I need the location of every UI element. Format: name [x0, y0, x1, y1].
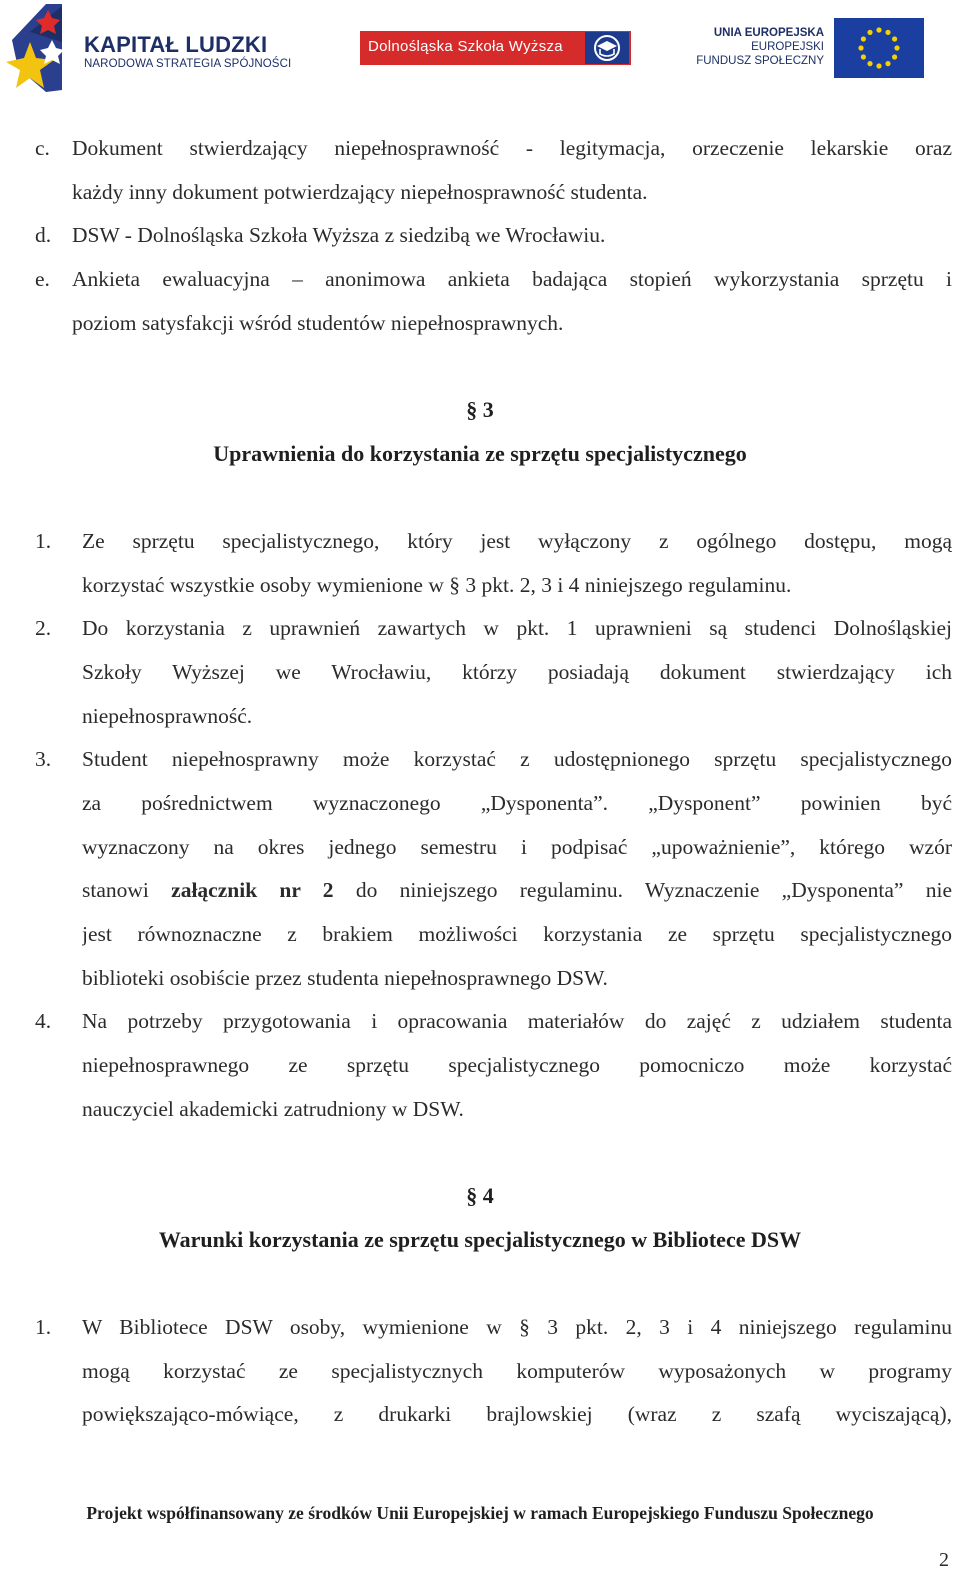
dsw-emblem-icon [585, 32, 629, 64]
text-segment: do niniejszego regulaminu. Wyznaczenie „Dysponenta” nie [333, 878, 952, 902]
list-item-line: W Bibliotece DSW osoby, wymienione w § 3 pkt. 2, 3 i 4 niniejszego regulaminu [82, 1315, 952, 1339]
kapital-ludzki-subtitle: NARODOWA STRATEGIA SPÓJNOŚCI [84, 58, 292, 70]
list-marker: 3. [35, 747, 52, 771]
attachment-reference: załącznik nr 2 [171, 878, 334, 902]
list-marker: 4. [35, 1009, 52, 1033]
list-marker: c. [35, 136, 50, 160]
list-item-line: mogą korzystać ze specjalistycznych komputerów wyposażonych w programy [82, 1359, 952, 1383]
kapital-ludzki-star-logo [2, 2, 86, 94]
section-title: Warunki korzystania ze sprzętu specjalistycznego w Bibliotece DSW [158, 1227, 802, 1252]
funding-footer: Projekt współfinansowany ze środków Unii Europejskiej w ramach Europejskiego Funduszu Społecznego [86, 1503, 874, 1523]
section-number: § 4 [466, 1183, 494, 1208]
list-marker: 2. [35, 616, 52, 640]
list-item-line: każdy inny dokument potwierdzający niepełnosprawność studenta. [72, 180, 648, 204]
list-item-line: Ze sprzętu specjalistycznego, który jest wyłączony z ogólnego dostępu, mogą [82, 529, 952, 553]
eu-flag-icon [834, 18, 924, 78]
list-item-line: korzystać wszystkie osoby wymienione w § 3 pkt. 2, 3 i 4 niniejszego regulaminu. [82, 573, 792, 597]
section-number: § 3 [466, 397, 494, 422]
list-item-line: poziom satysfakcji wśród studentów niepełnosprawnych. [72, 311, 564, 335]
list-item-line: powiększająco-mówiące, z drukarki brajlowskiej (wraz z szafą wyciszającą), [82, 1402, 952, 1426]
dsw-name: Dolnośląska Szkoła Wyższa [368, 38, 563, 55]
list-item-line: Ankieta ewaluacyjna – anonimowa ankieta badająca stopień wykorzystania sprzętu i [72, 267, 952, 291]
list-item-line: Dokument stwierdzający niepełnosprawność - legitymacja, orzeczenie lekarskie oraz [72, 136, 952, 160]
list-item-line: biblioteki osobiście przez studenta niepełnosprawnego DSW. [82, 966, 608, 990]
list-item-line: Do korzystania z uprawnień zawartych w pkt. 1 uprawnieni są studenci Dolnośląskiej [82, 616, 952, 640]
list-marker: 1. [35, 1315, 52, 1339]
list-item-line: jest równoznaczne z brakiem możliwości korzystania ze sprzętu specjalistycznego [82, 922, 952, 946]
list-item-line: niepełnosprawność. [82, 704, 253, 728]
list-item-line: za pośrednictwem wyznaczonego „Dysponenta”. „Dysponent” powinien być [82, 791, 952, 815]
list-marker: 1. [35, 529, 52, 553]
kapital-ludzki-title: KAPITAŁ LUDZKI [84, 32, 268, 57]
list-item-line: Na potrzeby przygotowania i opracowania materiałów do zajęć z udziałem studenta [82, 1009, 952, 1033]
list-item-line: nauczyciel akademicki zatrudniony w DSW. [82, 1097, 464, 1121]
eu-line-3: FUNDUSZ SPOŁECZNY [696, 55, 824, 67]
eu-line-1: UNIA EUROPEJSKA [713, 27, 824, 39]
list-item-line: Szkoły Wyższej we Wrocławiu, którzy posiadają dokument stwierdzający ich [82, 660, 952, 684]
list-marker: e. [35, 267, 50, 291]
eu-wordmark [690, 26, 824, 68]
page-number: 2 [939, 1549, 949, 1571]
list-item-line: niepełnosprawnego ze sprzętu specjalistycznego pomocniczo może korzystać [82, 1053, 952, 1077]
eu-line-2: EUROPEJSKI [751, 41, 824, 53]
kapital-ludzki-wordmark [84, 33, 291, 71]
text-segment: stanowi [82, 878, 172, 902]
section-title: Uprawnienia do korzystania ze sprzętu specjalistycznego [213, 441, 747, 466]
list-item-line: wyznaczony na okres jednego semestru i podpisać „upoważnienie”, którego wzór [82, 835, 952, 859]
dsw-logo [360, 31, 631, 65]
document-header [0, 0, 960, 100]
list-item-line: DSW - Dolnośląska Szkoła Wyższa z siedzibą we Wrocławiu. [72, 223, 606, 247]
list-item-line [82, 877, 952, 903]
list-item-line: Student niepełnosprawny może korzystać z udostępnionego sprzętu specjalistycznego [82, 747, 952, 771]
list-marker: d. [35, 223, 52, 247]
